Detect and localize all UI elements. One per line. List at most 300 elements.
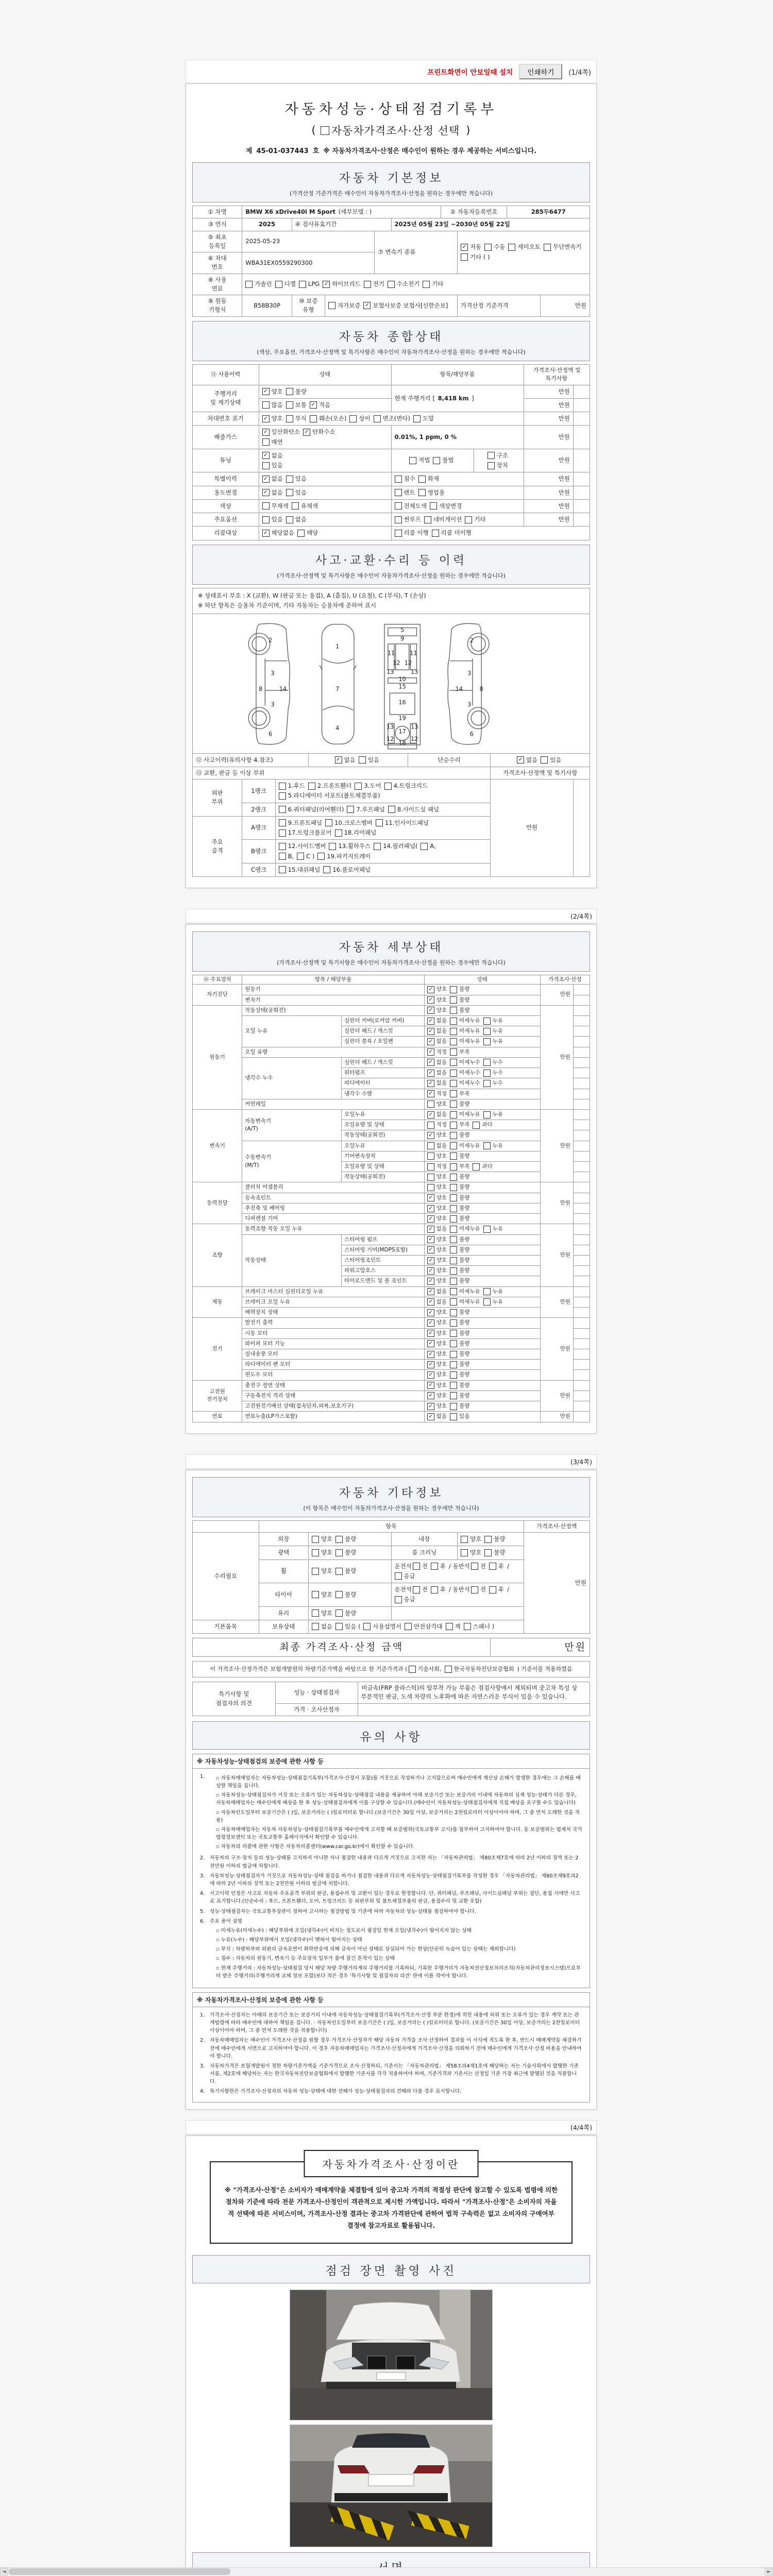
checkbox-checked-icon[interactable]: ✓	[427, 1309, 434, 1316]
checkbox-양호[interactable]	[312, 1590, 332, 1599]
checkbox-불량[interactable]	[450, 1205, 469, 1212]
checkbox-checked-icon[interactable]: ✓	[427, 1018, 434, 1025]
checkbox-미세누유[interactable]	[450, 1225, 480, 1233]
checkbox-양호[interactable]	[427, 1194, 447, 1202]
checkbox-양호[interactable]	[427, 1392, 447, 1400]
checkbox-영업용[interactable]	[418, 488, 445, 497]
checkbox-empty-icon[interactable]	[450, 986, 457, 993]
checkbox-불량[interactable]	[335, 1609, 356, 1618]
checkbox-불량[interactable]	[450, 1309, 469, 1316]
checkbox-없음[interactable]	[427, 1142, 447, 1150]
checkbox-empty-icon[interactable]	[279, 853, 286, 860]
checkbox-checked-icon[interactable]: ✓	[262, 388, 270, 395]
checkbox-스패너 )[interactable]	[464, 1622, 494, 1631]
checkbox-양호[interactable]	[427, 1267, 447, 1275]
checkbox-없음[interactable]	[427, 1288, 447, 1296]
checkbox-empty-icon[interactable]	[461, 1549, 468, 1556]
checkbox-LPG[interactable]	[299, 280, 320, 289]
checkbox-empty-icon[interactable]	[450, 1028, 457, 1035]
checkbox-양호[interactable]	[312, 1535, 332, 1544]
checkbox-불량[interactable]	[484, 1535, 505, 1544]
checkbox-empty-icon[interactable]	[427, 1142, 434, 1149]
checkbox-empty-icon[interactable]	[450, 1236, 457, 1243]
checkbox-empty-icon[interactable]	[483, 1038, 491, 1045]
checkbox-checked-icon[interactable]: ✓	[427, 1226, 434, 1233]
checkbox-empty-icon[interactable]	[461, 253, 468, 261]
checkbox-empty-icon[interactable]	[279, 806, 286, 813]
checkbox-empty-icon[interactable]	[489, 1563, 496, 1570]
checkbox-전[interactable]	[413, 1585, 428, 1594]
checkbox-미세누수[interactable]	[450, 1079, 480, 1087]
checkbox-checked-icon[interactable]: ✓	[427, 1246, 434, 1253]
checkbox-양호[interactable]	[427, 1205, 447, 1212]
checkbox-없음[interactable]	[427, 1069, 447, 1077]
checkbox-empty-icon[interactable]	[450, 1142, 457, 1149]
checkbox-자동[interactable]	[461, 243, 481, 251]
checkbox-empty-icon[interactable]	[395, 502, 402, 510]
checkbox-부족[interactable]	[450, 1163, 469, 1171]
checkbox-empty-icon[interactable]	[483, 1070, 491, 1077]
checkbox-후[interactable]	[489, 1562, 504, 1571]
checkbox-empty-icon[interactable]	[450, 1267, 457, 1275]
checkbox-checked-icon[interactable]: ✓	[427, 1340, 434, 1347]
checkbox-탄화수소[interactable]	[303, 428, 335, 436]
checkbox-있음[interactable]	[541, 756, 561, 765]
checkbox-불량[interactable]	[450, 1392, 469, 1400]
checkbox-3.도어[interactable]	[355, 782, 381, 790]
checkbox-empty-icon[interactable]	[388, 806, 395, 813]
checkbox-checked-icon[interactable]: ✓	[427, 1080, 434, 1087]
checkbox-양호[interactable]	[427, 1236, 447, 1244]
checkbox-empty-icon[interactable]	[329, 843, 336, 850]
checkbox-양호[interactable]	[427, 1361, 447, 1368]
checkbox-empty-icon[interactable]	[450, 1205, 457, 1212]
checkbox-empty-icon[interactable]	[312, 1623, 319, 1630]
checkbox-자가보증[interactable]	[328, 301, 360, 310]
checkbox-자동차가격조사·산정 선택[interactable]	[321, 123, 460, 138]
checkbox-훼손(오손)[interactable]	[310, 414, 346, 423]
checkbox-기타 ( )[interactable]	[461, 253, 490, 262]
checkbox-부족[interactable]	[450, 1090, 469, 1098]
checkbox-empty-icon[interactable]	[450, 1080, 457, 1087]
checkbox-7.루프패널[interactable]	[347, 805, 384, 814]
checkbox-양호[interactable]	[427, 1371, 447, 1379]
checkbox-empty-icon[interactable]	[483, 1298, 491, 1306]
checkbox-empty-icon[interactable]	[279, 866, 286, 873]
checkbox-안전삼각대[interactable]	[405, 1622, 443, 1631]
checkbox-empty-icon[interactable]	[279, 819, 286, 826]
checkbox-누유[interactable]	[483, 1111, 503, 1118]
checkbox-checked-icon[interactable]: ✓	[461, 244, 468, 251]
checkbox-empty-icon[interactable]	[450, 1184, 457, 1191]
checkbox-양호[interactable]	[427, 996, 447, 1004]
checkbox-empty-icon[interactable]	[450, 1246, 457, 1253]
checkbox-누유[interactable]	[483, 1038, 503, 1045]
checkbox-empty-icon[interactable]	[335, 829, 342, 837]
checkbox-일산화탄소[interactable]	[262, 428, 300, 436]
checkbox-적정[interactable]	[427, 1163, 447, 1171]
checkbox-누유[interactable]	[483, 1225, 503, 1233]
checkbox-불량[interactable]	[450, 1007, 469, 1014]
checkbox-장치[interactable]	[488, 461, 508, 470]
checkbox-empty-icon[interactable]	[245, 281, 253, 288]
checkbox-누수[interactable]	[483, 1059, 503, 1066]
checkbox-empty-icon[interactable]	[483, 1111, 491, 1118]
checkbox-checked-icon[interactable]: ✓	[427, 1038, 434, 1045]
checkbox-empty-icon[interactable]	[376, 819, 383, 826]
checkbox-empty-icon[interactable]	[395, 1572, 402, 1580]
checkbox-불량[interactable]	[450, 1246, 469, 1254]
checkbox-empty-icon[interactable]	[395, 530, 402, 537]
checkbox-empty-icon[interactable]	[374, 415, 381, 422]
checkbox-empty-icon[interactable]	[405, 1623, 412, 1630]
checkbox-양호[interactable]	[427, 1319, 447, 1327]
checkbox-불량[interactable]	[450, 1194, 469, 1202]
checkbox-잭[interactable]	[446, 1622, 461, 1631]
checkbox-empty-icon[interactable]	[328, 302, 335, 309]
checkbox-empty-icon[interactable]	[262, 502, 270, 510]
checkbox-empty-icon[interactable]	[450, 1361, 457, 1368]
checkbox-empty-icon[interactable]	[312, 1568, 319, 1575]
checkbox-불량[interactable]	[450, 986, 469, 993]
checkbox-checked-icon[interactable]: ✓	[427, 1111, 434, 1118]
checkbox-적정[interactable]	[427, 1090, 447, 1098]
checkbox-불량[interactable]	[335, 1567, 356, 1575]
scroll-left-arrow-icon[interactable]: ◄	[0, 2568, 8, 2575]
checkbox-양호[interactable]	[427, 1100, 447, 1108]
checkbox-불량[interactable]	[450, 1382, 469, 1389]
checkbox-양호[interactable]	[427, 1215, 447, 1223]
scroll-right-arrow-icon[interactable]: ►	[765, 2568, 773, 2575]
checkbox-empty-icon[interactable]	[450, 1298, 457, 1306]
horizontal-scrollbar[interactable]	[0, 2567, 773, 2576]
checkbox-양호[interactable]	[427, 1007, 447, 1014]
checkbox-불량[interactable]	[335, 1548, 356, 1557]
checkbox-empty-icon[interactable]	[335, 1549, 343, 1556]
checkbox-empty-icon[interactable]	[279, 792, 286, 800]
checkbox-empty-icon[interactable]	[450, 1403, 457, 1410]
checkbox-18.리어패널[interactable]	[335, 828, 377, 837]
checkbox-empty-icon[interactable]	[275, 281, 282, 288]
checkbox-empty-icon[interactable]	[310, 415, 317, 422]
checkbox-empty-icon[interactable]	[450, 1122, 457, 1129]
checkbox-디젤[interactable]	[275, 280, 296, 289]
checkbox-empty-icon[interactable]	[312, 1591, 319, 1598]
checkbox-미세누유[interactable]	[450, 1017, 480, 1025]
checkbox-empty-icon[interactable]	[450, 1100, 457, 1108]
checkbox-checked-icon[interactable]: ✓	[427, 1007, 434, 1014]
checkbox-미세누유[interactable]	[450, 1288, 480, 1296]
checkbox-empty-icon[interactable]	[363, 1623, 371, 1630]
checkbox-보통[interactable]	[286, 401, 307, 410]
checkbox-empty-icon[interactable]	[308, 783, 315, 790]
checkbox-전기[interactable]	[364, 280, 384, 289]
checkbox-14.필러패널([interactable]	[374, 842, 417, 851]
checkbox-양호[interactable]	[427, 1382, 447, 1389]
checkbox-적음[interactable]	[310, 401, 330, 410]
checkbox-10.크로스멤버[interactable]	[325, 819, 373, 827]
checkbox-불량[interactable]	[335, 1535, 356, 1544]
checkbox-양호[interactable]	[427, 1277, 447, 1285]
checkbox-empty-icon[interactable]	[483, 1080, 491, 1087]
checkbox-있음[interactable]	[286, 488, 307, 497]
checkbox-B,[interactable]	[279, 852, 294, 861]
checkbox-없음[interactable]	[262, 451, 283, 460]
checkbox-썬루프[interactable]	[395, 515, 421, 524]
checkbox-empty-icon[interactable]	[450, 1215, 457, 1223]
checkbox-empty-icon[interactable]	[423, 281, 430, 288]
checkbox-empty-icon[interactable]	[450, 1226, 457, 1233]
checkbox-양호[interactable]	[427, 1183, 447, 1191]
checkbox-불량[interactable]	[450, 1277, 469, 1285]
checkbox-불량[interactable]	[450, 1100, 469, 1108]
checkbox-12.사이드멤버[interactable]	[279, 842, 326, 851]
checkbox-미세누수[interactable]	[450, 1059, 480, 1066]
checkbox-불량[interactable]	[450, 1319, 469, 1327]
checkbox-9.프론트패널[interactable]	[279, 819, 323, 827]
checkbox-없음[interactable]	[517, 756, 537, 765]
checkbox-checked-icon[interactable]: ✓	[427, 986, 434, 993]
checkbox-empty-icon[interactable]	[450, 1090, 457, 1097]
checkbox-empty-icon[interactable]	[450, 1111, 457, 1118]
checkbox-empty-icon[interactable]	[450, 1132, 457, 1139]
checkbox-전[interactable]	[413, 1562, 428, 1571]
checkbox-양호[interactable]	[427, 1153, 447, 1160]
checkbox-empty-icon[interactable]	[488, 462, 495, 469]
checkbox-미세누유[interactable]	[450, 1038, 480, 1045]
checkbox-과다[interactable]	[473, 1163, 492, 1171]
checkbox-empty-icon[interactable]	[465, 516, 472, 523]
checkbox-empty-icon[interactable]	[279, 843, 286, 850]
checkbox-empty-icon[interactable]	[450, 1351, 457, 1358]
checkbox-기타[interactable]	[465, 515, 485, 524]
checkbox-5.라디에이터 서포트(볼트체결부품)[interactable]	[279, 791, 380, 800]
checkbox-empty-icon[interactable]	[544, 244, 551, 251]
checkbox-empty-icon[interactable]	[483, 1226, 491, 1233]
checkbox-empty-icon[interactable]	[484, 1549, 492, 1556]
checkbox-empty-icon[interactable]	[450, 1070, 457, 1077]
checkbox-불량[interactable]	[450, 1402, 469, 1410]
checkbox-empty-icon[interactable]	[450, 1288, 457, 1295]
checkbox-있음[interactable]	[262, 461, 283, 470]
checkbox-불량[interactable]	[450, 1361, 469, 1368]
checkbox-양호[interactable]	[427, 1330, 447, 1337]
checkbox-empty-icon[interactable]	[262, 438, 270, 446]
checkbox-empty-icon[interactable]	[349, 415, 357, 422]
checkbox-empty-icon[interactable]	[395, 516, 402, 523]
checkbox-양호[interactable]	[427, 1350, 447, 1358]
checkbox-양호[interactable]	[262, 387, 283, 396]
checkbox-불량[interactable]	[335, 1590, 356, 1599]
checkbox-무단변속기[interactable]	[544, 243, 582, 251]
checkbox-없음[interactable]	[427, 1059, 447, 1066]
checkbox-checked-icon[interactable]: ✓	[427, 1278, 434, 1285]
checkbox-사용설명서[interactable]	[363, 1622, 401, 1631]
checkbox-checked-icon[interactable]: ✓	[427, 1205, 434, 1212]
checkbox-empty-icon[interactable]	[450, 1048, 457, 1056]
checkbox-empty-icon[interactable]	[395, 1596, 402, 1603]
checkbox-전체도색[interactable]	[395, 502, 427, 511]
checkbox-적정[interactable]	[427, 1121, 447, 1129]
checkbox-8.사이드실 패널[interactable]	[388, 805, 439, 814]
checkbox-empty-icon[interactable]	[471, 1586, 478, 1594]
checkbox-기타[interactable]	[423, 280, 443, 289]
checkbox-침수[interactable]	[395, 474, 415, 483]
checkbox-렌트[interactable]	[395, 488, 415, 497]
checkbox-empty-icon[interactable]	[286, 388, 293, 395]
checkbox-checked-icon[interactable]: ✓	[262, 452, 270, 459]
checkbox-empty-icon[interactable]	[432, 530, 439, 537]
checkbox-empty-icon[interactable]	[450, 1319, 457, 1327]
checkbox-미세누유[interactable]	[450, 1298, 480, 1306]
checkbox-한국자동차진단보증협회[interactable]	[445, 1665, 514, 1674]
checkbox-기술사회,[interactable]	[409, 1665, 442, 1674]
checkbox-후[interactable]	[431, 1562, 446, 1571]
checkbox-empty-icon[interactable]	[484, 244, 492, 251]
checkbox-화재[interactable]	[418, 474, 439, 483]
checkbox-도말[interactable]	[413, 414, 434, 423]
checkbox-양호[interactable]	[312, 1548, 332, 1557]
checkbox-empty-icon[interactable]	[286, 489, 293, 496]
checkbox-empty-icon[interactable]	[335, 1609, 343, 1617]
checkbox-empty-icon[interactable]	[286, 415, 293, 422]
checkbox-empty-icon[interactable]	[409, 1666, 416, 1673]
checkbox-empty-icon[interactable]	[262, 401, 270, 409]
checkbox-empty-icon[interactable]	[483, 1028, 491, 1035]
checkbox-empty-icon[interactable]	[450, 996, 457, 1004]
checkbox-없음[interactable]	[262, 474, 283, 483]
checkbox-empty-icon[interactable]	[450, 1153, 457, 1160]
checkbox-empty-icon[interactable]	[317, 853, 325, 860]
checkbox-empty-icon[interactable]	[286, 476, 293, 483]
checkbox-empty-icon[interactable]	[450, 1059, 457, 1066]
checkbox-없음[interactable]	[427, 1017, 447, 1025]
checkbox-4.트렁크리드[interactable]	[384, 782, 428, 790]
checkbox-empty-icon[interactable]	[297, 853, 304, 860]
checkbox-무채색[interactable]	[262, 502, 289, 511]
checkbox-적정[interactable]	[427, 1048, 447, 1056]
checkbox-checked-icon[interactable]: ✓	[427, 1351, 434, 1358]
checkbox-6.쿼터패널(리어휀더)[interactable]	[279, 805, 344, 814]
checkbox-부족[interactable]	[450, 1121, 469, 1129]
checkbox-전[interactable]	[471, 1585, 486, 1594]
checkbox-empty-icon[interactable]	[461, 1536, 468, 1543]
checkbox-2.프론트휀더[interactable]	[308, 782, 352, 790]
checkbox-empty-icon[interactable]	[483, 1018, 491, 1025]
checkbox-양호[interactable]	[427, 1340, 447, 1348]
checkbox-양호[interactable]	[427, 1402, 447, 1410]
checkbox-checked-icon[interactable]: ✓	[303, 429, 310, 436]
checkbox-수동[interactable]	[484, 243, 505, 251]
checkbox-양호[interactable]	[461, 1548, 481, 1557]
checkbox-empty-icon[interactable]	[489, 1586, 496, 1594]
checkbox-checked-icon[interactable]: ✓	[427, 1215, 434, 1223]
checkbox-empty-icon[interactable]	[450, 1309, 457, 1316]
checkbox-empty-icon[interactable]	[364, 281, 371, 288]
checkbox-empty-icon[interactable]	[347, 806, 354, 813]
checkbox-checked-icon[interactable]: ✓	[427, 1319, 434, 1327]
checkbox-empty-icon[interactable]	[483, 1288, 491, 1295]
checkbox-empty-icon[interactable]	[355, 783, 362, 790]
checkbox-16.플로어패널[interactable]	[323, 866, 371, 874]
checkbox-empty-icon[interactable]	[286, 401, 293, 409]
checkbox-empty-icon[interactable]	[359, 756, 366, 764]
checkbox-응급[interactable]	[395, 1572, 415, 1581]
checkbox-empty-icon[interactable]	[471, 1563, 478, 1570]
checkbox-불량[interactable]	[450, 1267, 469, 1275]
checkbox-empty-icon[interactable]	[409, 457, 416, 464]
checkbox-미세누유[interactable]	[450, 1027, 480, 1035]
checkbox-누유[interactable]	[483, 1027, 503, 1035]
checkbox-양호[interactable]	[427, 986, 447, 993]
checkbox-매연[interactable]	[262, 438, 283, 447]
checkbox-양호[interactable]	[427, 1246, 447, 1254]
checkbox-후[interactable]	[431, 1585, 446, 1594]
checkbox-checked-icon[interactable]: ✓	[427, 1048, 434, 1056]
checkbox-empty-icon[interactable]	[508, 244, 515, 251]
checkbox-empty-icon[interactable]	[473, 1122, 480, 1129]
checkbox-불량[interactable]	[450, 1153, 469, 1160]
checkbox-양호[interactable]	[427, 1173, 447, 1181]
checkbox-누수[interactable]	[483, 1069, 503, 1077]
checkbox-가솔린[interactable]	[245, 280, 272, 289]
checkbox-불량[interactable]	[286, 387, 307, 396]
checkbox-empty-icon[interactable]	[335, 1623, 343, 1630]
checkbox-13.휠하우스[interactable]	[329, 842, 371, 851]
checkbox-empty-icon[interactable]	[418, 489, 426, 496]
checkbox-누유[interactable]	[483, 1017, 503, 1025]
checkbox-checked-icon[interactable]: ✓	[262, 415, 270, 422]
checkbox-적법[interactable]	[409, 456, 430, 465]
checkbox-empty-icon[interactable]	[430, 502, 437, 510]
checkbox-1.후드[interactable]	[279, 782, 305, 790]
scrollbar-thumb[interactable]	[9, 2568, 230, 2575]
checkbox-empty-icon[interactable]	[413, 1563, 420, 1570]
checkbox-empty-icon[interactable]	[395, 489, 402, 496]
checkbox-checked-icon[interactable]: ✓	[427, 1028, 434, 1035]
checkbox-없음[interactable]	[427, 1111, 447, 1118]
checkbox-empty-icon[interactable]	[325, 819, 332, 826]
checkbox-empty-icon[interactable]	[473, 1163, 480, 1171]
checkbox-checked-icon[interactable]: ✓	[427, 1267, 434, 1275]
checkbox-있음[interactable]	[262, 515, 283, 524]
checkbox-미세누유[interactable]	[450, 1142, 480, 1150]
checkbox-empty-icon[interactable]	[484, 1536, 492, 1543]
checkbox-empty-icon[interactable]	[312, 1536, 319, 1543]
checkbox-empty-icon[interactable]	[279, 783, 286, 790]
checkbox-checked-icon[interactable]: ✓	[427, 1403, 434, 1410]
checkbox-empty-icon[interactable]	[464, 1623, 471, 1630]
checkbox-누유[interactable]	[483, 1298, 503, 1306]
checkbox-empty-icon[interactable]	[431, 1563, 438, 1570]
checkbox-empty-icon[interactable]	[413, 415, 421, 422]
checkbox-checked-icon[interactable]: ✓	[427, 1059, 434, 1066]
checkbox-empty-icon[interactable]	[450, 1163, 457, 1171]
checkbox-후[interactable]	[489, 1585, 504, 1594]
checkbox-checked-icon[interactable]: ✓	[427, 1382, 434, 1389]
checkbox-empty-icon[interactable]	[450, 1392, 457, 1399]
checkbox-checked-icon[interactable]: ✓	[427, 1413, 434, 1420]
checkbox-empty-icon[interactable]	[286, 516, 293, 523]
checkbox-empty-icon[interactable]	[450, 1007, 457, 1014]
checkbox-empty-icon[interactable]	[421, 843, 428, 850]
install-notice[interactable]: 프린트화면이 안보일때 설치	[427, 69, 513, 77]
checkbox-17.트렁크플로어[interactable]	[279, 828, 332, 837]
checkbox-없음[interactable]	[427, 1413, 447, 1420]
checkbox-checked-icon[interactable]: ✓	[363, 302, 371, 309]
checkbox-empty-icon[interactable]	[450, 1278, 457, 1285]
checkbox-checked-icon[interactable]: ✓	[335, 756, 342, 764]
